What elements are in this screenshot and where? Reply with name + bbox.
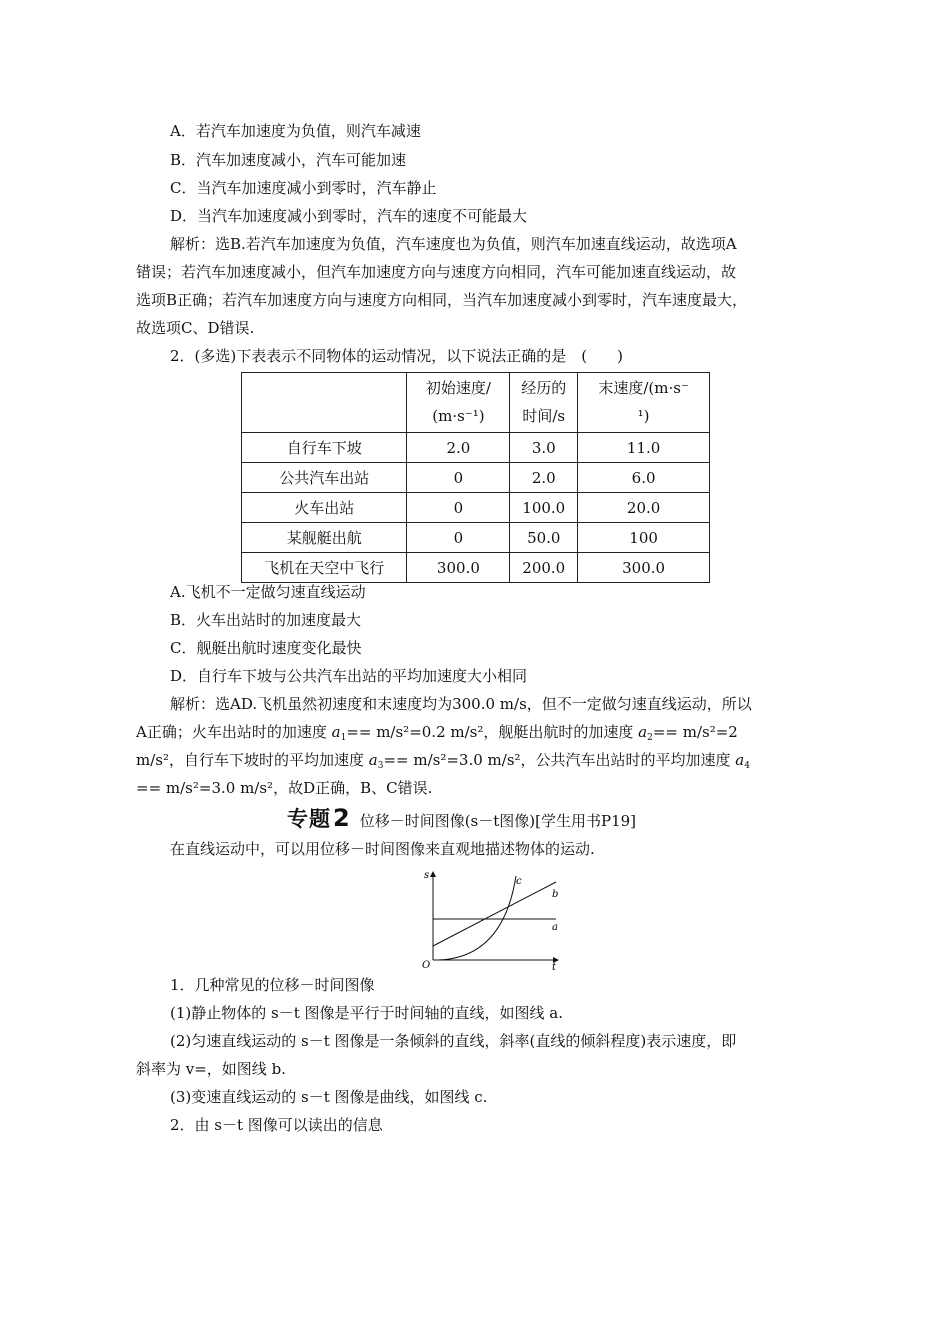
table-cell: 某舰艇出航 (242, 523, 407, 553)
table-row (242, 433, 710, 463)
table-cell: 100.0 (510, 493, 578, 523)
table-row (242, 493, 710, 523)
motion-table (241, 372, 710, 583)
topic-label: 专题 (287, 807, 331, 831)
q1-option-b: B．汽车加速度减小，汽车可能加速 (170, 151, 407, 169)
axis-label-t: t (552, 962, 557, 973)
notes-paragraph: 斜率为 v=，如图线 b. (136, 1060, 286, 1078)
q2-option-b: B．火车出站时的加速度最大 (170, 611, 362, 629)
table-cell: 0 (407, 493, 510, 523)
q2-analysis-line: 解析：选AD.飞机虽然初速度和末速度均为300.0 m/s，但不一定做匀速直线运动，所以 (170, 695, 752, 713)
table-cell: 300.0 (407, 553, 510, 583)
notes-paragraph: (1)静止物体的 s－t 图像是平行于时间轴的直线，如图线 a. (170, 1004, 563, 1022)
notes-heading-1: 1．几种常见的位移－时间图像 (170, 976, 375, 994)
table-cell: 20.0 (578, 493, 710, 523)
table-cell: 0 (407, 463, 510, 493)
table-cell: 100 (578, 523, 710, 553)
table-row (242, 463, 710, 493)
origin-label: O (422, 960, 431, 971)
table-header-cell: 初始速度/ (m·s⁻¹) (407, 373, 510, 433)
table-header-cell: 末速度/(m·s⁻ ¹) (578, 373, 710, 433)
table-row (242, 523, 710, 553)
table-cell: 200.0 (510, 553, 578, 583)
curve-label-b: b (552, 889, 559, 900)
notes-paragraph: (2)匀速直线运动的 s－t 图像是一条倾斜的直线，斜率(直线的倾斜程度)表示速度，即 (170, 1032, 737, 1050)
table-row (242, 553, 710, 583)
q2-stem: 2．(多选)下表表示不同物体的运动情况，以下说法正确的是 ( ) (170, 347, 623, 365)
table-cell: 6.0 (578, 463, 710, 493)
q2-option-a: A.飞机不一定做匀速直线运动 (170, 583, 366, 601)
q1-option-d: D．当汽车加速度减小到零时，汽车的速度不可能最大 (170, 207, 528, 225)
table-cell: 自行车下坡 (242, 433, 407, 463)
curve-label-c: c (516, 876, 522, 887)
topic-intro: 在直线运动中，可以用位移－时间图像来直观地描述物体的运动. (170, 840, 595, 858)
topic-title: 位移－时间图像(s－t图像)[学生用书P19] (359, 812, 637, 830)
table-cell: 0 (407, 523, 510, 553)
table-header-cell: 经历的 时间/s (510, 373, 578, 433)
table-cell: 2.0 (510, 463, 578, 493)
st-graph (418, 866, 568, 974)
table-header-cell (242, 373, 407, 433)
q2-analysis-line: m/s²，自行车下坡时的平均加速度 $a_3== m/s^2=3.0$ m/s²，公共汽车出站时的平均加速度 $a_4$ (136, 751, 750, 771)
q1-analysis-line: 故选项C、D错误. (136, 319, 255, 337)
q1-analysis-line: 错误；若汽车加速度减小，但汽车加速度方向与速度方向相同，汽车可能加速直线运动，故 (136, 263, 737, 281)
q1-analysis-line: 选项B正确；若汽车加速度方向与速度方向相同，当汽车加速度减小到零时，汽车速度最大， (136, 291, 748, 309)
notes-heading-2: 2．由 s－t 图像可以读出的信息 (170, 1116, 383, 1134)
axis-label-s: s (424, 870, 430, 881)
q1-option-a: A．若汽车加速度为负值，则汽车减速 (170, 122, 421, 140)
q2-analysis-line: A正确；火车出站时的加速度 $a_1== m/s^2=0.2$ m/s²，舰艇出航时的加速度 $a_2== m/s^2=2$ (136, 723, 738, 743)
curve-label-a: a (552, 922, 558, 933)
table-header-row (242, 373, 710, 433)
table-cell: 火车出站 (242, 493, 407, 523)
curve-c (438, 876, 516, 960)
q2-option-c: C．舰艇出航时速度变化最快 (170, 639, 362, 657)
table-cell: 3.0 (510, 433, 578, 463)
notes-paragraph: (3)变速直线运动的 s－t 图像是曲线，如图线 c. (170, 1088, 488, 1106)
line-b (433, 882, 559, 946)
table-cell: 11.0 (578, 433, 710, 463)
topic-number: 2 (333, 804, 350, 832)
q1-analysis-line: 解析：选B.若汽车加速度为负值，汽车速度也为负值，则汽车加速直线运动，故选项A (170, 235, 737, 253)
table-cell: 2.0 (407, 433, 510, 463)
q2-analysis-line: == m/s²=3.0 m/s²，故D正确，B、C错误. (136, 779, 433, 797)
q1-option-c: C．当汽车加速度减小到零时，汽车静止 (170, 179, 437, 197)
table-cell: 飞机在天空中飞行 (242, 553, 407, 583)
table-cell: 公共汽车出站 (242, 463, 407, 493)
q2-option-d: D．自行车下坡与公共汽车出站的平均加速度大小相同 (170, 667, 528, 685)
table-cell: 50.0 (510, 523, 578, 553)
table-cell: 300.0 (578, 553, 710, 583)
topic-heading (287, 806, 636, 833)
